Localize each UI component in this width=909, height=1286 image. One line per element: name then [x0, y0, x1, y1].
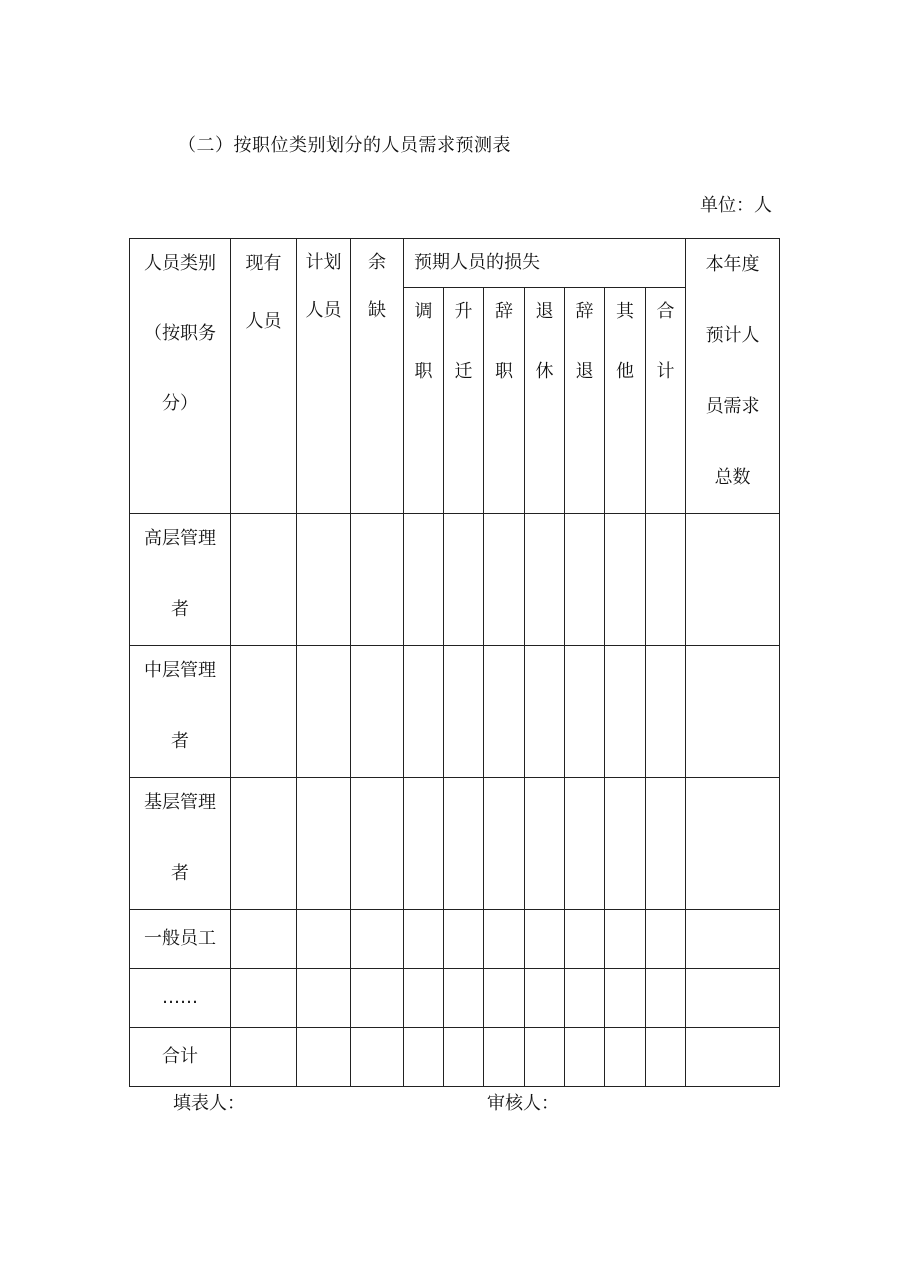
cell-loss	[605, 1028, 646, 1087]
cell-planned	[297, 910, 351, 969]
cell-loss	[565, 646, 605, 778]
cell-loss	[404, 778, 444, 910]
cell-planned	[297, 969, 351, 1028]
cell-loss	[444, 646, 484, 778]
cell-planned	[297, 1028, 351, 1087]
cell-loss	[444, 1028, 484, 1087]
header-loss-subtotal: 合 计	[646, 288, 686, 514]
cell-gap	[351, 514, 404, 646]
header-loss-resignation: 辞 职	[484, 288, 525, 514]
row-label: 高层管理 者	[130, 514, 231, 646]
cell-current	[231, 1028, 297, 1087]
cell-loss	[484, 514, 525, 646]
cell-loss	[404, 910, 444, 969]
cell-gap	[351, 1028, 404, 1087]
cell-loss	[525, 514, 565, 646]
filler-label: 填表人：	[173, 1093, 245, 1114]
cell-current	[231, 514, 297, 646]
header-category: 人员类别 （按职务 分）	[130, 239, 231, 514]
cell-planned	[297, 778, 351, 910]
cell-loss	[404, 646, 444, 778]
cell-loss	[404, 514, 444, 646]
cell-current	[231, 969, 297, 1028]
cell-loss	[444, 969, 484, 1028]
header-expected-loss: 预期人员的损失	[404, 239, 686, 288]
cell-planned	[297, 514, 351, 646]
table-row	[130, 646, 780, 778]
row-label: ……	[130, 969, 231, 1028]
cell-loss	[525, 646, 565, 778]
cell-total	[686, 910, 780, 969]
reviewer-label: 审核人：	[487, 1093, 559, 1114]
row-label: 合计	[130, 1028, 231, 1087]
cell-loss	[484, 646, 525, 778]
table-row	[130, 778, 780, 910]
cell-loss	[565, 1028, 605, 1087]
row-label: 一般员工	[130, 910, 231, 969]
cell-loss	[525, 778, 565, 910]
cell-gap	[351, 910, 404, 969]
header-loss-dismissal: 辞 退	[565, 288, 605, 514]
cell-loss	[565, 514, 605, 646]
cell-total	[686, 514, 780, 646]
header-planned-staff: 计划 人员	[297, 239, 351, 514]
cell-loss	[565, 969, 605, 1028]
cell-loss	[525, 910, 565, 969]
cell-loss	[605, 969, 646, 1028]
cell-loss	[646, 778, 686, 910]
table-row	[130, 514, 780, 646]
table-row	[130, 910, 780, 969]
cell-loss	[565, 910, 605, 969]
cell-loss	[605, 910, 646, 969]
cell-loss	[444, 910, 484, 969]
header-loss-promotion: 升 迁	[444, 288, 484, 514]
cell-loss	[525, 1028, 565, 1087]
cell-loss	[484, 778, 525, 910]
cell-loss	[484, 969, 525, 1028]
cell-total	[686, 1028, 780, 1087]
page-title: （二）按职位类别划分的人员需求预测表	[178, 135, 511, 156]
unit-label: 单位：人	[700, 195, 772, 216]
cell-loss	[484, 1028, 525, 1087]
cell-loss	[404, 969, 444, 1028]
cell-current	[231, 646, 297, 778]
cell-planned	[297, 646, 351, 778]
cell-current	[231, 910, 297, 969]
header-gap: 余 缺	[351, 239, 404, 514]
cell-loss	[605, 778, 646, 910]
cell-loss	[646, 1028, 686, 1087]
cell-loss	[605, 514, 646, 646]
cell-loss	[565, 778, 605, 910]
row-label: 基层管理 者	[130, 778, 231, 910]
cell-loss	[444, 778, 484, 910]
header-annual-demand-total: 本年度 预计人 员需求 总数	[686, 239, 780, 514]
header-loss-retirement: 退 休	[525, 288, 565, 514]
demand-forecast-table	[129, 238, 780, 1087]
cell-loss	[404, 1028, 444, 1087]
cell-loss	[646, 646, 686, 778]
cell-total	[686, 969, 780, 1028]
cell-loss	[605, 646, 646, 778]
header-current-staff: 现有 人员	[231, 239, 297, 514]
table-row	[130, 969, 780, 1028]
cell-loss	[484, 910, 525, 969]
header-loss-transfer: 调 职	[404, 288, 444, 514]
cell-total	[686, 778, 780, 910]
cell-loss	[525, 969, 565, 1028]
header-loss-other: 其 他	[605, 288, 646, 514]
cell-loss	[444, 514, 484, 646]
cell-loss	[646, 910, 686, 969]
cell-gap	[351, 646, 404, 778]
cell-loss	[646, 514, 686, 646]
cell-total	[686, 646, 780, 778]
row-label: 中层管理 者	[130, 646, 231, 778]
cell-gap	[351, 778, 404, 910]
cell-gap	[351, 969, 404, 1028]
cell-loss	[646, 969, 686, 1028]
table-row	[130, 1028, 780, 1087]
cell-current	[231, 778, 297, 910]
